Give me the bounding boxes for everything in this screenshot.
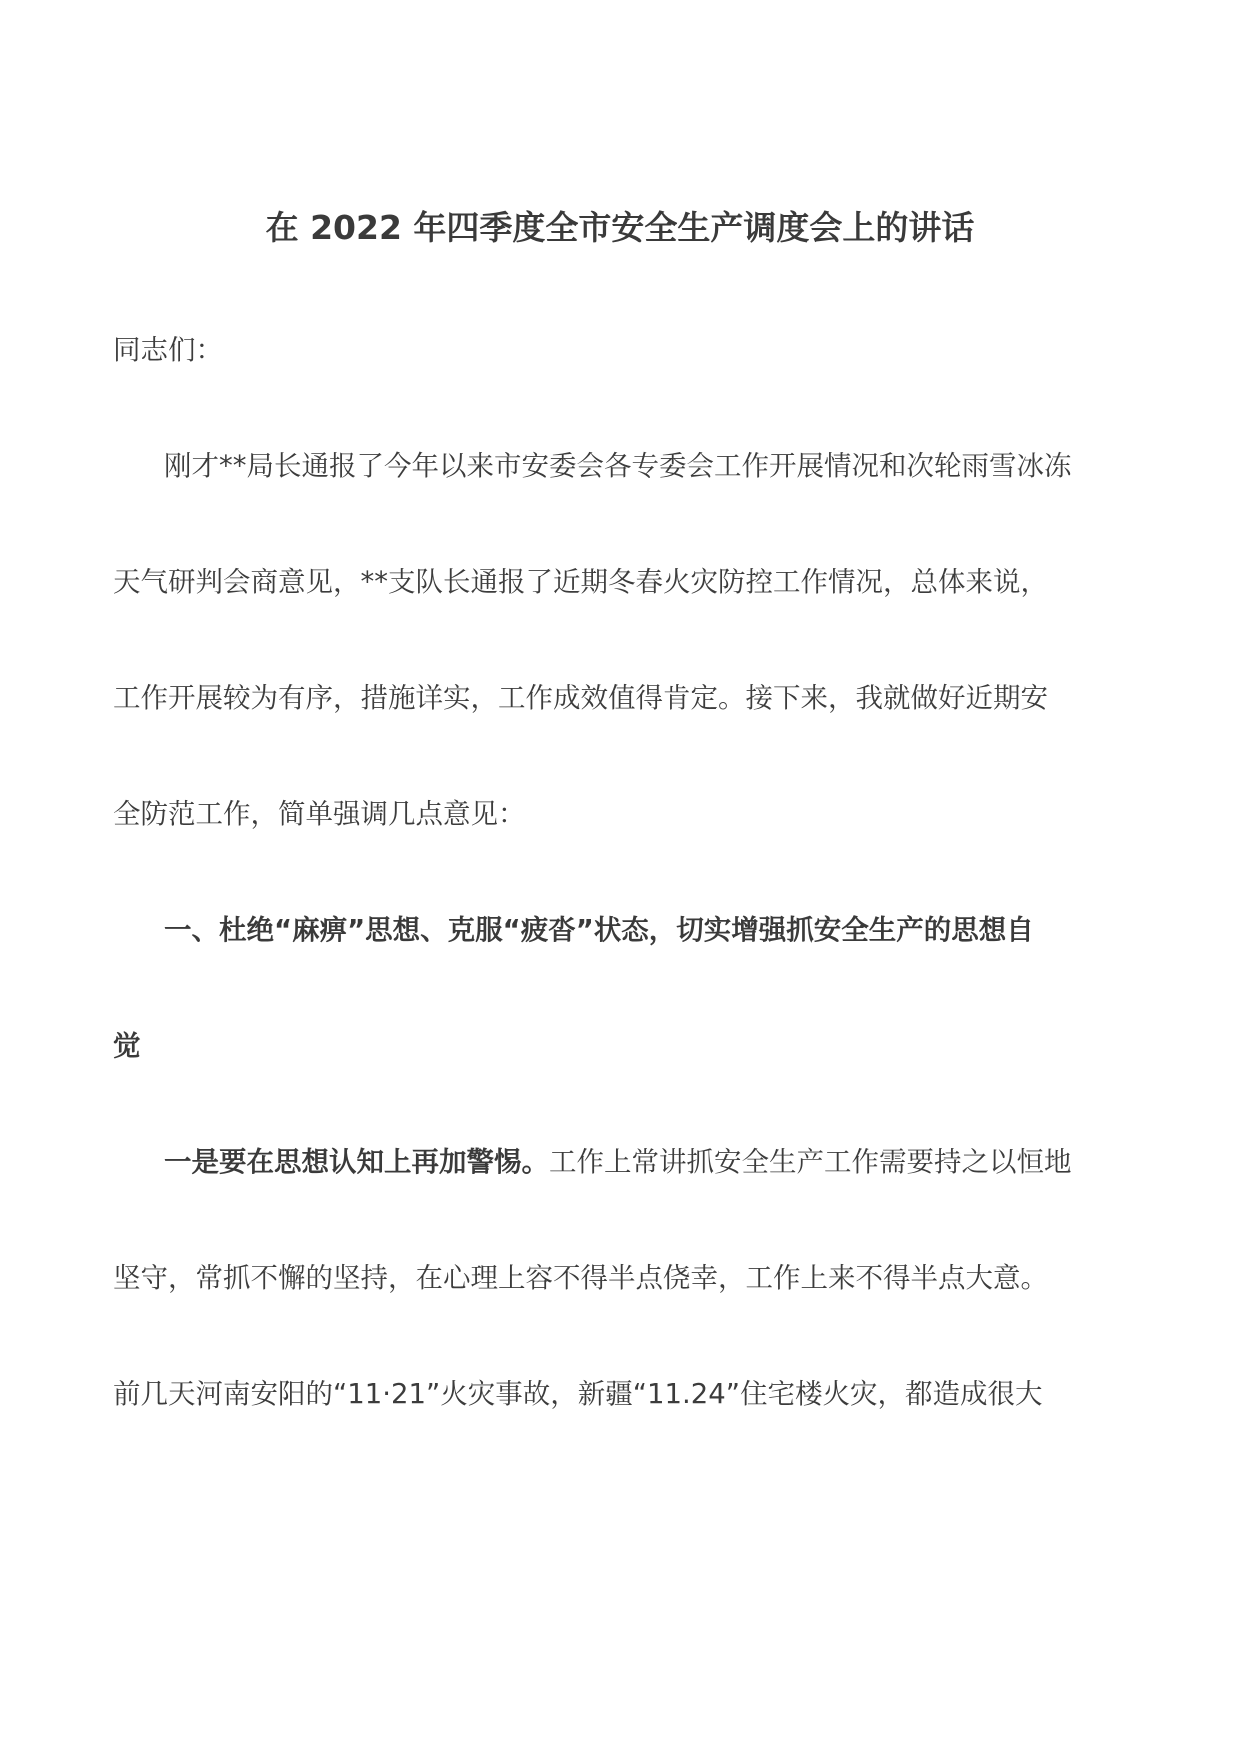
section-heading-line: 觉 <box>113 1030 141 1062</box>
paragraph-line: 刚才**局长通报了今年以来市安委会各专委会工作开展情况和次轮雨雪冰冻 <box>164 450 1072 482</box>
section-heading-line: 一、杜绝“麻痹”思想、克服“疲沓”状态，切实增强抓安全生产的思想自 <box>164 914 1034 946</box>
paragraph-lead-bold: 一是要在思想认知上再加警惕。 <box>164 1146 549 1178</box>
paragraph-line-rest: 工作上常讲抓安全生产工作需要持之以恒地 <box>549 1146 1072 1178</box>
document-title: 在 2022 年四季度全市安全生产调度会上的讲话 <box>265 208 975 247</box>
paragraph-line: 工作开展较为有序，措施详实，工作成效值得肯定。接下来，我就做好近期安 <box>113 682 1048 714</box>
salutation: 同志们： <box>113 334 223 366</box>
paragraph-line: 坚守，常抓不懈的坚持，在心理上容不得半点侥幸，工作上来不得半点大意。 <box>113 1262 1048 1294</box>
paragraph-line: 前几天河南安阳的“11·21”火灾事故，新疆“11.24”住宅楼火灾，都造成很大 <box>113 1378 1043 1410</box>
paragraph-line: 天气研判会商意见，**支队长通报了近期冬春火灾防控工作情况，总体来说， <box>113 566 1048 598</box>
paragraph-line: 全防范工作，简单强调几点意见： <box>113 798 526 830</box>
paragraph-line <box>164 1142 1072 1182</box>
